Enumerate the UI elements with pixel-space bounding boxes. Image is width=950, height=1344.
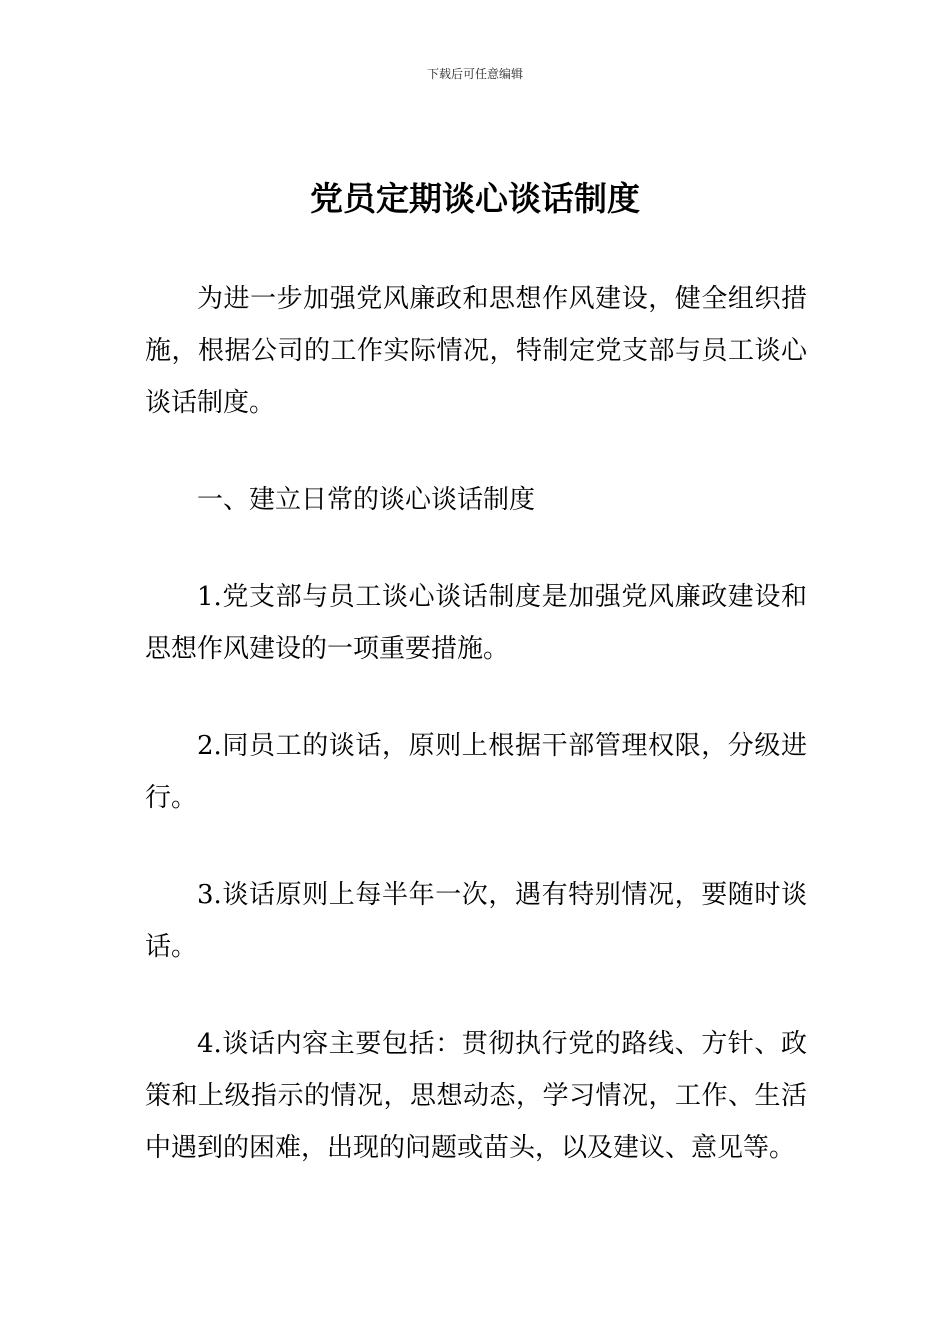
list-item: 4.谈话内容主要包括：贯彻执行党的路线、方针、政策和上级指示的情况，思想动态，学习情况，工作、生活中遇到的困难，出现的问题或苗头，以及建议、意见等。 [145, 1029, 807, 1163]
section-heading: 一、建立日常的谈心谈话制度 [197, 485, 536, 515]
document-title: 党员定期谈心谈话制度 [310, 179, 640, 218]
list-item: 1.党支部与员工谈心谈话制度是加强党风廉政建设和思想作风建设的一项重要措施。 [145, 582, 807, 664]
intro-paragraph: 为进一步加强党风廉政和思想作风建设，健全组织措施，根据公司的工作实际情况，特制定党支部与员工谈心谈话制度。 [145, 284, 807, 418]
document-body [145, 273, 807, 1174]
header-note: 下载后可任意编辑 [426, 67, 523, 81]
list-item: 3.谈话原则上每半年一次，遇有特别情况，要随时谈话。 [145, 880, 807, 962]
list-item: 2.同员工的谈话，原则上根据干部管理权限，分级进行。 [145, 731, 807, 813]
